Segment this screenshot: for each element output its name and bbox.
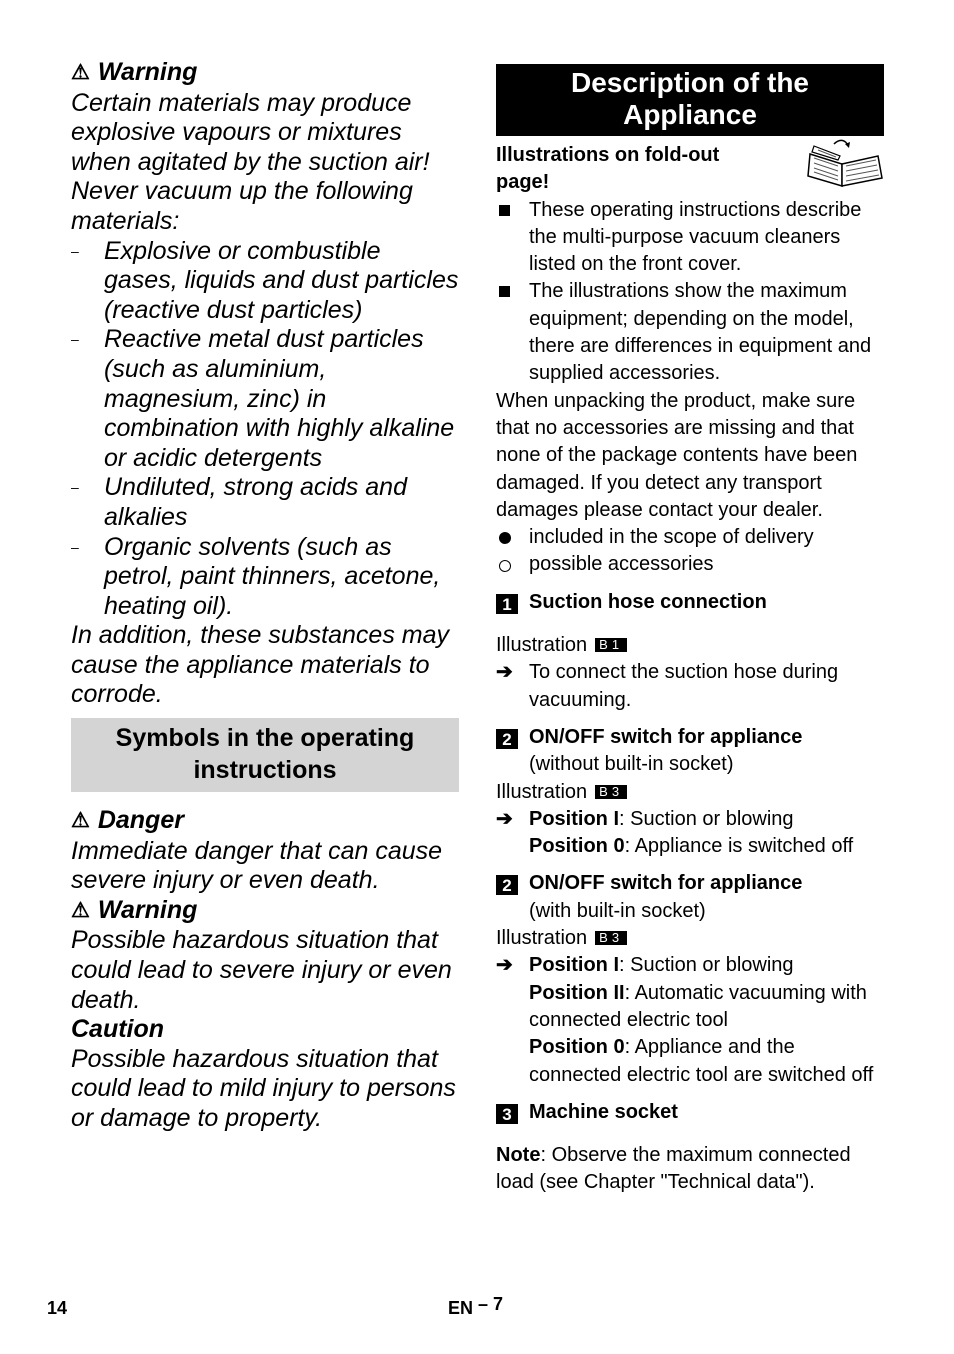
open-circle-icon	[499, 560, 511, 572]
list-item: These operating instructions describe the multi-purpose vacuum cleaners listed on the front cover.	[496, 197, 884, 279]
warning-heading: ⚠ Warning	[71, 895, 198, 924]
illustration-ref: Illustration B3	[496, 925, 884, 952]
arrow-right-icon: ➔	[496, 661, 513, 684]
warning-triangle-icon: ⚠	[71, 898, 90, 922]
list-item: The illustrations show the maximum equipment; depending on the model, there are differences in equipment and supplied accessories.	[496, 278, 884, 387]
dash-marker: –	[71, 331, 79, 348]
list-item: – Undiluted, strong acids and alkalies	[71, 473, 407, 531]
right-column	[496, 64, 884, 1197]
fold-out-book-icon	[804, 138, 884, 188]
warning-triangle-icon: ⚠	[71, 809, 90, 833]
list-item: – Explosive or combustible gases, liquids and dust particles (reactive dust particles)	[71, 236, 459, 324]
warning-text: Certain materials may produce explosive vapours or mixtures when agitated by the suction air! Never vacuum up the following materials:	[71, 88, 430, 235]
item-number: 2	[496, 729, 518, 749]
item-heading: 2 ON/OFF switch for appliance (with built-in socket)	[496, 870, 884, 925]
section-heading: Description of the Appliance	[496, 64, 884, 136]
list-item: – Reactive metal dust particles (such as aluminium, magnesium, zinc) in combination with highly alkaline or acidic detergents	[71, 325, 455, 472]
illustration-ref: Illustration B3	[496, 779, 884, 806]
illustrations-note: Illustrations on fold-out page!	[496, 142, 884, 197]
warning-triangle-icon: ⚠	[71, 61, 90, 84]
action-step: ➔ Position I: Suction or blowing Position II: Automatic vacuuming with connected electric tool Position 0: Appliance and the connected electric tool are switched off	[496, 954, 874, 1086]
legend-possible: possible accessories	[496, 551, 884, 578]
unpacking-text: When unpacking the product, make sure that no accessories are missing and that none of the package contents have been damaged. If you detect any transport damages please contact your dealer.	[496, 389, 858, 521]
arrow-right-icon: ➔	[496, 954, 513, 977]
item-number: 3	[496, 1104, 518, 1124]
page-number: 14	[47, 1298, 68, 1318]
arrow-right-icon: ➔	[496, 807, 513, 830]
dash-marker: –	[71, 479, 79, 496]
danger-heading: ⚠ Danger	[71, 806, 184, 835]
item-number: 1	[496, 594, 518, 614]
action-step: ➔ To connect the suction hose during vacuuming.	[496, 661, 839, 711]
illustration-badge: B3	[595, 931, 627, 945]
action-step: ➔ Position I: Suction or blowing Position 0: Appliance is switched off	[496, 807, 854, 858]
legend-included: included in the scope of delivery	[496, 524, 884, 551]
filled-circle-icon	[499, 532, 511, 544]
caution-text: Possible hazardous situation that could lead to mild injury to persons or damage to property.	[71, 1044, 456, 1132]
square-bullet	[499, 205, 510, 216]
item-number: 2	[496, 875, 518, 895]
list-item: – Organic solvents (such as petrol, paint thinners, acetone, heating oil).	[71, 532, 441, 620]
item-heading: 2 ON/OFF switch for appliance (without built-in socket)	[496, 724, 884, 779]
warning-text: Possible hazardous situation that could lead to severe injury or even death.	[71, 926, 452, 1014]
dash-marker: –	[71, 242, 79, 259]
square-bullet	[499, 286, 510, 297]
danger-text: Immediate danger that can cause severe injury or even death.	[71, 836, 443, 895]
page-footer-label: EN – 7	[448, 1294, 504, 1318]
illustration-badge: B1	[595, 638, 627, 652]
note-text: Note: Observe the maximum connected load (see Chapter "Technical data").	[496, 1144, 851, 1194]
item-heading: 1 Suction hose connection	[496, 589, 884, 616]
dash-marker: –	[71, 538, 79, 555]
addition-text: In addition, these substances may cause the appliance materials to corrode.	[71, 621, 450, 709]
illustration-badge: B3	[595, 785, 627, 799]
item-heading: 3 Machine socket	[496, 1099, 884, 1126]
left-column	[71, 58, 459, 1134]
illustration-ref: Illustration B1	[496, 632, 884, 659]
caution-heading: Caution	[71, 1015, 165, 1044]
symbols-heading: Symbols in the operating instructions	[71, 718, 459, 792]
warning-heading: ⚠ Warning	[71, 58, 198, 86]
